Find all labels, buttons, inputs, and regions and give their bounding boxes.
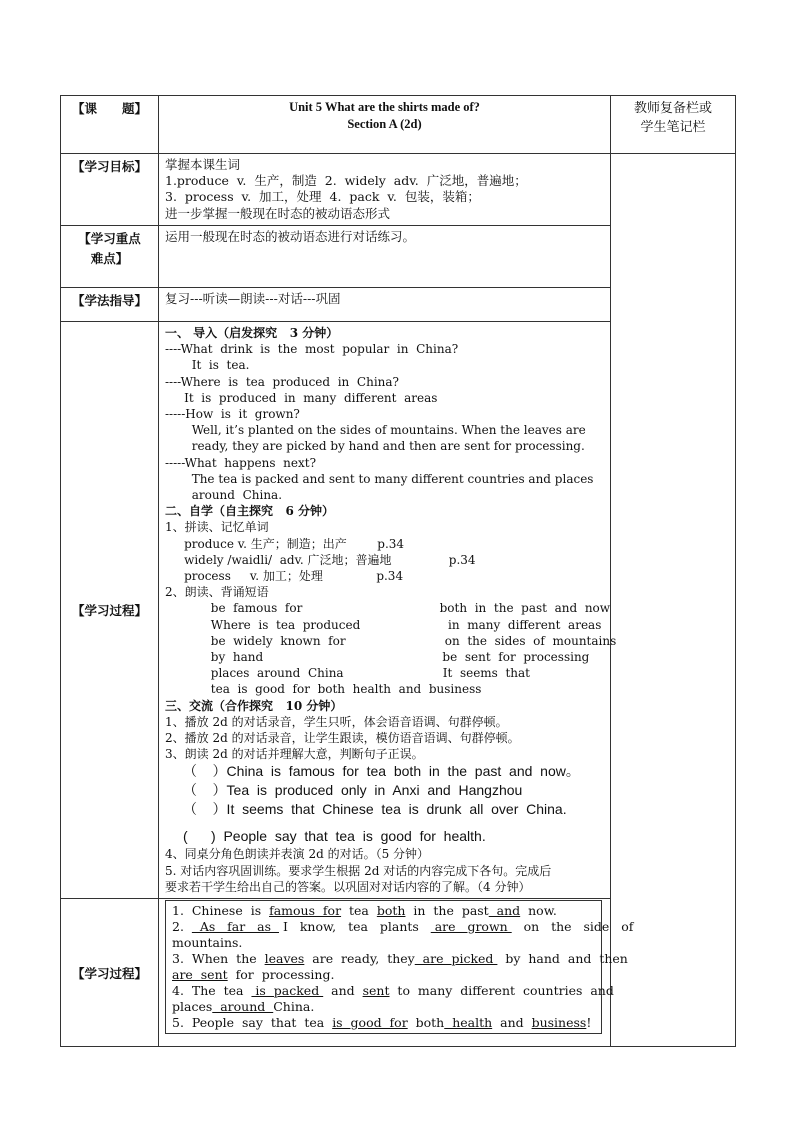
focus-text: 运用一般现在时态的被动语态进行对话练习。 — [159, 226, 611, 288]
self-study-heading: 二、自学（自主探究 6 分钟） — [165, 504, 335, 519]
phrase-line: by hand be sent for processing — [165, 650, 590, 665]
notes-column — [611, 154, 736, 1047]
dialog-line: -----How is it grown? — [165, 407, 300, 422]
step-line: 要求若干学生给出自己的答案。以巩固对对话内容的了解。（4 分钟） — [165, 879, 531, 894]
answer-sentence-4 — [172, 983, 614, 1015]
step-line: 2、播放 2d 的对话录音，让学生跟读，模仿语音语调、句群停顿。 — [165, 731, 520, 746]
step-line: 1、播放 2d 的对话录音，学生只听，体会语音语调、句群停顿。 — [165, 714, 508, 729]
answer-sentence-3 — [172, 951, 628, 983]
blank-answer: leaves — [264, 951, 305, 967]
sentence-text: for processing. — [227, 967, 335, 983]
sentence-text: on the side of — [511, 919, 634, 935]
dialog-line: Well, it’s planted on the sides of mountains. When the leaves are — [165, 423, 586, 438]
judge-item: ( ) People say that tea is good for health. — [183, 828, 486, 845]
vocab-line: process v. 加工；处理 p.34 — [165, 569, 404, 584]
step-line: 3、朗读 2d 的对话并理解大意，判断句子正误。 — [165, 747, 424, 762]
sentence-text: are ready, they — [304, 951, 415, 967]
sentence-text: mountains. — [172, 935, 243, 951]
vocab-line: produce v. 生产；制造；出产 p.34 — [165, 536, 405, 551]
dialog-line: It is tea. — [165, 358, 250, 373]
goals-content — [159, 154, 611, 226]
phrase-line: be widely known for on the sides of mountains — [165, 633, 617, 648]
goals-line: 1.produce v. 生产，制造 2. widely adv. 广泛地，普遍地； — [165, 173, 527, 189]
lesson-plan-table — [60, 95, 736, 1047]
blank-answer: around — [212, 999, 274, 1015]
dialog-line: ready, they are picked by hand and then are sent for processing. — [165, 439, 585, 454]
dialog-line: ----Where is tea produced in China? — [165, 374, 399, 389]
blank-answer: famous for — [269, 903, 342, 919]
sentence-text: I know, tea plants — [278, 919, 431, 935]
answer-sentence-1 — [172, 903, 595, 919]
focus-label-line2: 难点】 — [90, 251, 129, 266]
blank-answer: and — [488, 903, 521, 919]
goals-line: 掌握本课生词 — [165, 157, 241, 172]
sentence-text: 3. When the — [172, 951, 265, 967]
process-label: 【学习过程】 — [61, 322, 159, 899]
dialog-line: It is produced in many different areas — [165, 390, 438, 405]
phrase-line: tea is good for both health and business — [165, 682, 482, 697]
dialog-line: ----What drink is the most popular in China? — [165, 342, 459, 357]
sentence-text: both — [407, 1015, 445, 1031]
sentence-text: 1. Chinese is — [172, 903, 270, 919]
sentence-text: 5. People say that tea — [172, 1015, 333, 1031]
sentence-text: now. — [520, 903, 557, 919]
lesson-title — [159, 96, 611, 154]
method-text: 复习---听读—朗读---对话---巩固 — [159, 288, 611, 322]
fill-in-box — [165, 900, 634, 1034]
sentence-text: to many different countries and — [389, 983, 614, 999]
dialog-line: The tea is packed and sent to many different countries and places — [165, 471, 594, 486]
focus-label-line1: 【学习重点 — [78, 231, 141, 246]
judge-item: （ ）It seems that Chinese tea is drunk all over China. — [183, 801, 567, 818]
goals-line: 3. process v. 加工，处理 4. pack v. 包装，装箱； — [165, 189, 480, 205]
title-label: 【课 题】 — [61, 96, 159, 154]
blank-answer: sent — [362, 983, 390, 999]
answers-content — [159, 899, 634, 1047]
phrase-line: Where is tea produced in many different areas — [165, 617, 602, 632]
blank-answer: is packed — [251, 983, 324, 999]
sentence-text: in the past — [405, 903, 489, 919]
blank-answer: both — [376, 903, 406, 919]
method-label: 【学法指导】 — [61, 288, 159, 322]
sentence-text: by hand and then — [497, 951, 628, 967]
notes-header-line1: 教师复备栏或 — [633, 101, 712, 116]
sentence-text: tea — [341, 903, 377, 919]
phrase-line: places around China It seems that — [165, 666, 530, 681]
step-line: 4、同桌分角色朗读并表演 2d 的对话。（5 分钟） — [165, 847, 430, 862]
dialog-line: around China. — [165, 488, 283, 503]
blank-answer: is good for — [332, 1015, 408, 1031]
vocab-line: widely /waidli/ adv. 广泛地；普遍地 p.34 — [165, 552, 476, 567]
answer-sentence-2 — [172, 919, 634, 951]
blank-answer: are picked — [414, 951, 498, 967]
blank-answer: business — [531, 1015, 587, 1031]
intro-heading: 一、 导入（启发探究 3 分钟） — [165, 326, 339, 340]
title-row — [61, 96, 736, 154]
sentence-text: places — [172, 999, 213, 1015]
focus-label — [61, 226, 159, 288]
sentence-text: 4. The tea — [172, 983, 252, 999]
answers-label: 【学习过程】 — [61, 899, 159, 1047]
judge-item: （ ）China is famous for tea both in the past and now。 — [183, 763, 580, 780]
sentence-text: and — [323, 983, 363, 999]
step-line: 1、拼读、记忆单词 — [165, 520, 269, 535]
sentence-text: ! — [586, 1015, 592, 1031]
notes-header-line2: 学生笔记栏 — [640, 120, 706, 135]
blank-answer: are grown — [430, 919, 512, 935]
goals-line: 进一步掌握一般现在时态的被动语态形式 — [165, 205, 391, 221]
exchange-heading: 三、交流（合作探究 10 分钟） — [165, 698, 343, 713]
sentence-text: and — [492, 1015, 532, 1031]
answer-sentence-5 — [172, 1015, 595, 1031]
sentence-text: China. — [273, 999, 315, 1015]
goals-row — [61, 154, 736, 226]
section-title: Section A (2d) — [347, 117, 422, 131]
notes-header — [611, 96, 736, 154]
dialog-line: -----What happens next? — [165, 455, 317, 470]
blank-answer: health — [444, 1015, 493, 1031]
sentence-text: 2. — [172, 919, 192, 935]
blank-answer: are sent — [172, 967, 228, 983]
phrase-line: be famous for both in the past and now — [165, 601, 611, 616]
step-line: 5. 对话内容巩固训练。要求学生根据 2d 对话的内容完成下各句。完成后 — [165, 863, 552, 878]
step-line: 2、朗读、背诵短语 — [165, 585, 269, 600]
goals-label: 【学习目标】 — [61, 154, 159, 226]
unit-title: Unit 5 What are the shirts made of? — [289, 100, 480, 114]
process-content — [159, 322, 617, 899]
judge-item: （ ）Tea is produced only in Anxi and Hangzhou — [183, 782, 523, 799]
blank-answer: As far as — [191, 919, 279, 935]
